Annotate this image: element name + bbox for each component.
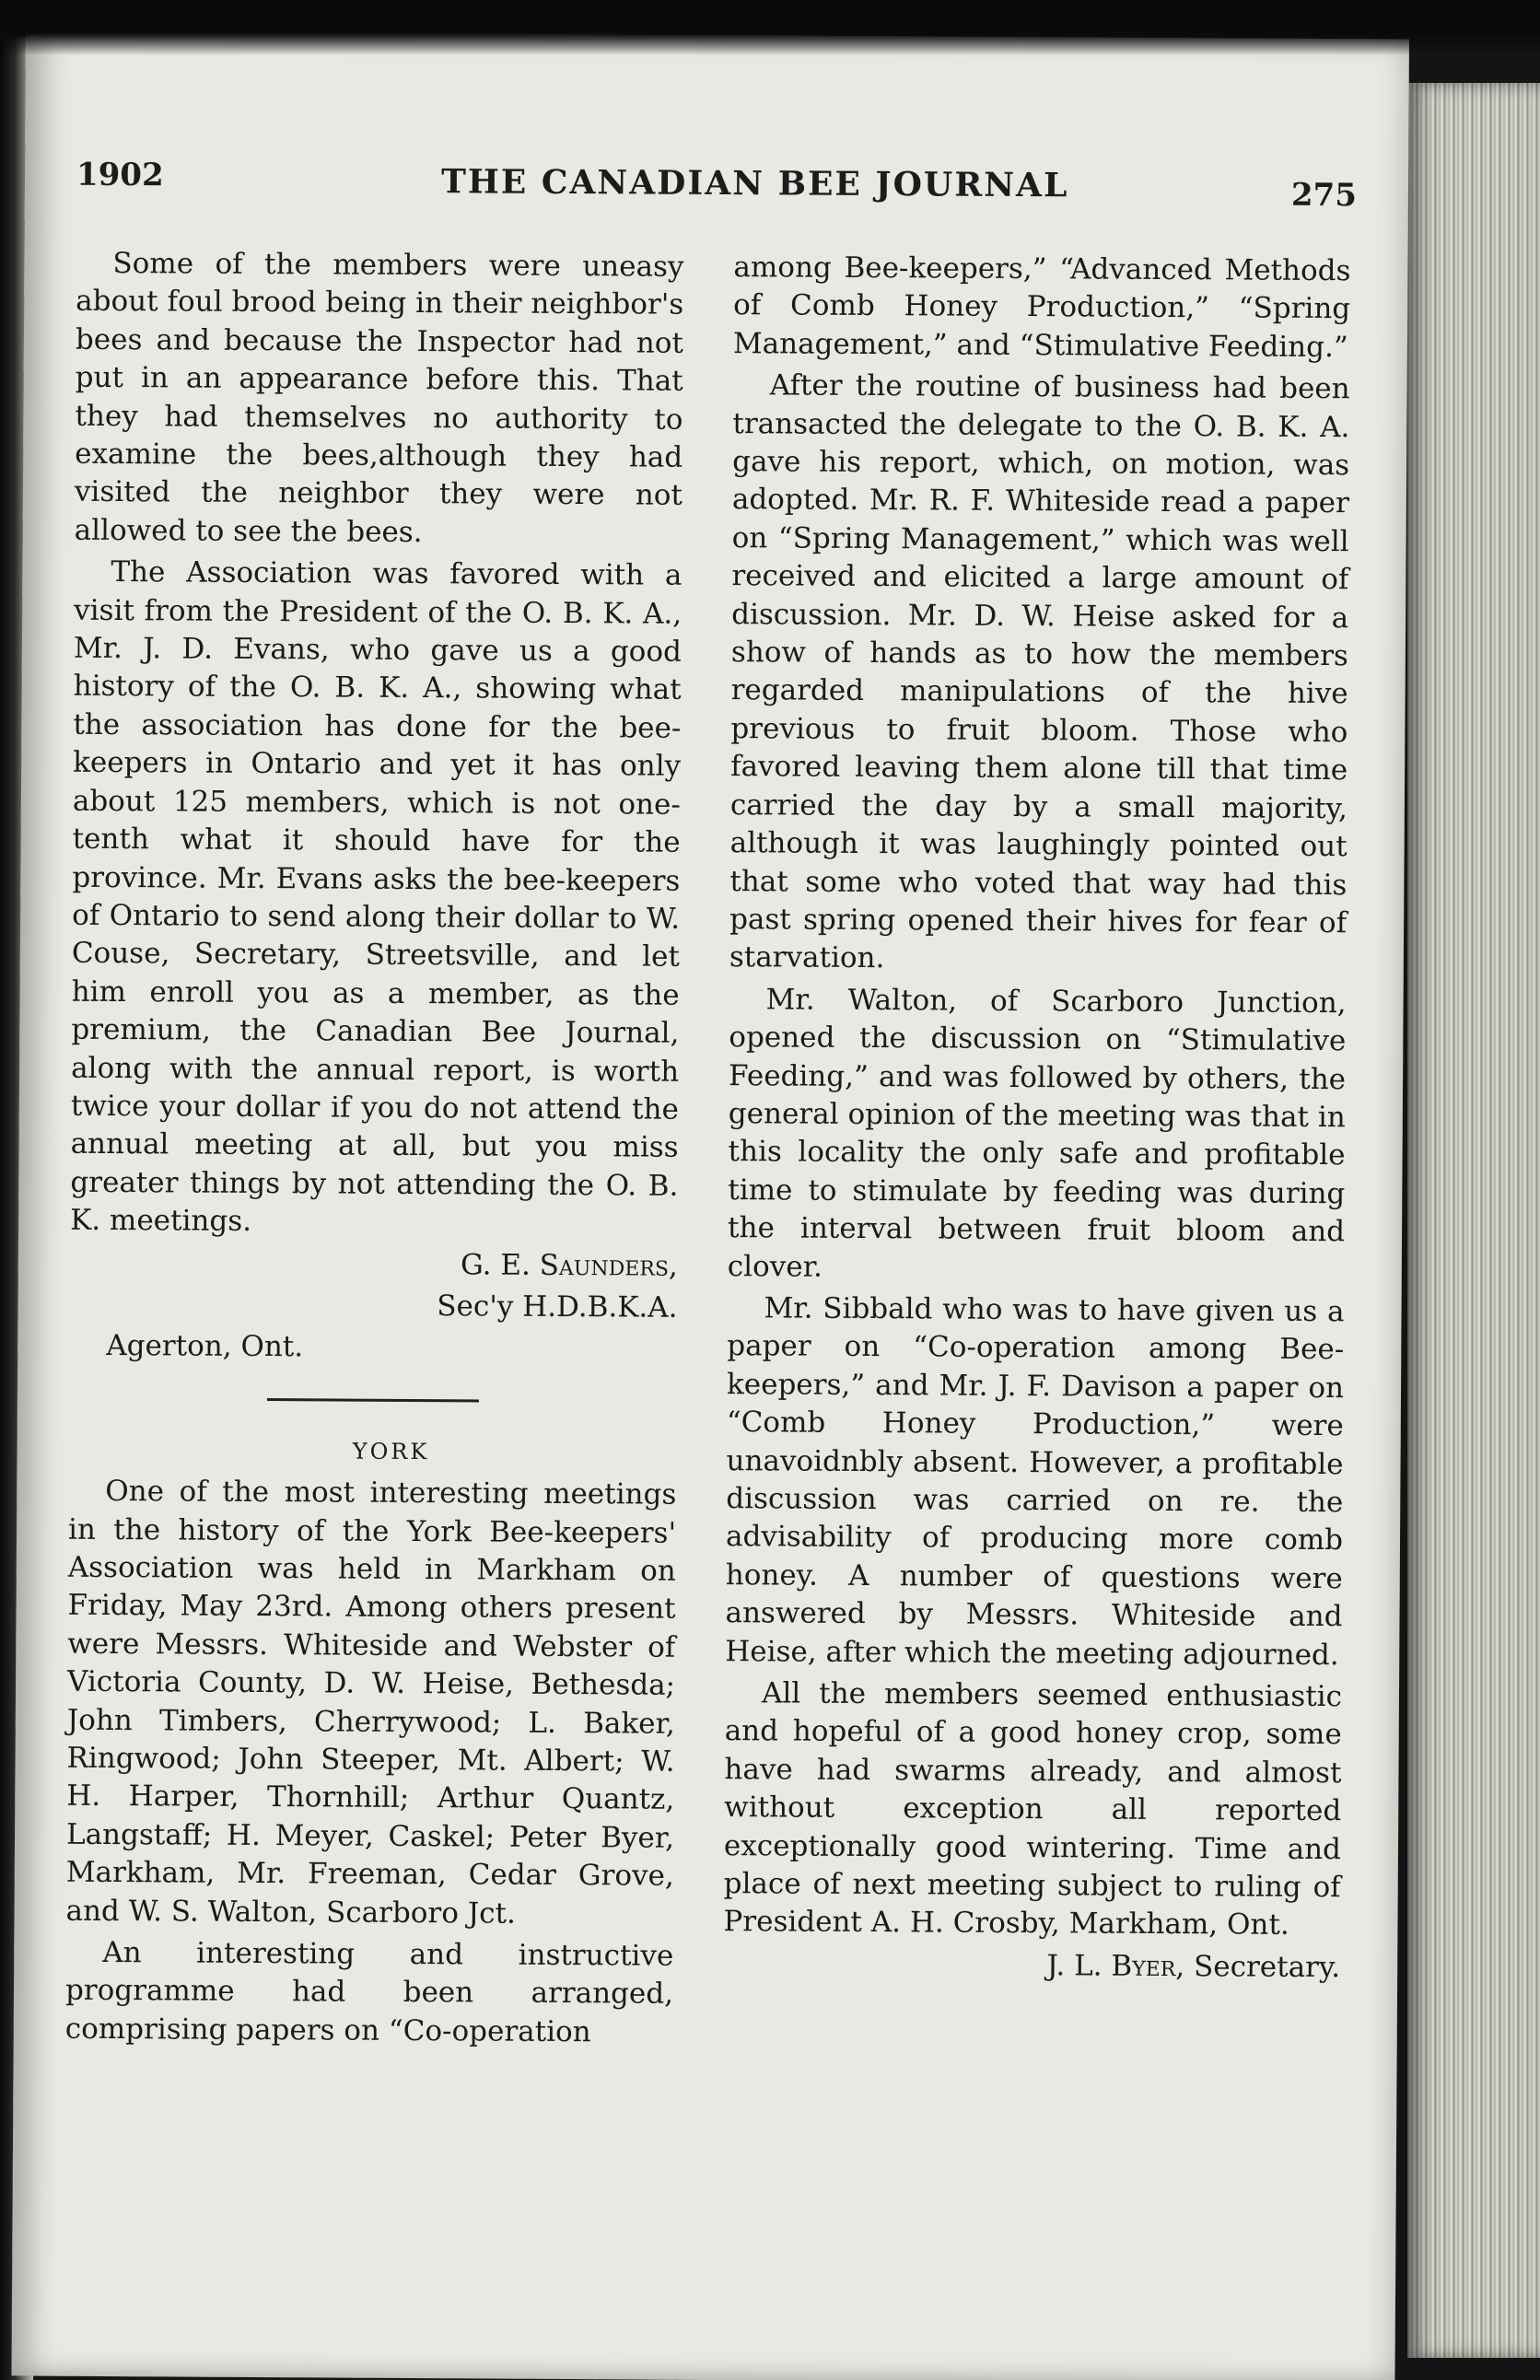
book-page-edges — [1407, 83, 1540, 2358]
paragraph-stimulative-feeding: Mr. Walton, of Scarboro Junction, opened the discussion on “Stimulative Feeding,” and was followed by others, the general opinion of the meeting was that in this locality the only safe and profitable time to stimulate by feeding was during the interval between fruit bloom and clover. — [727, 983, 1347, 1284]
paragraph-programme: An interesting and instructive programme had been arranged, comprising papers on “Co-operation — [64, 1936, 674, 2049]
paragraph-association-visit: The Association was favored with a visit from the President of the O. B. K. A., Mr. J. D. Evans, who gave us a good history of the O. B. K. A., showing what the association has done for the bee-keepers in Ontario and yet it has only about 125 members, which is not one-tenth what it should have for the province. Mr. Evans asks the bee-keepers of Ontario to send along their dollar to W. Couse, Secretary, Streetsville, and let him enroll you as a member, as the premium, the Canadian Bee Journal, along with the annual report, is worth twice your dollar if you do not attend the annual meeting at all, but you miss greater things by not attending the O. B. K. meetings. — [70, 555, 682, 1239]
paragraph-routine-business: After the routine of business had been transacted the delegate to the O. B. K. A. gave his report, which, on motion, was adopted. Mr. R. F. Whiteside read a paper on “Spring Management,” which was well received and elicited a large amount of discussion. Mr. D. W. Heise asked for a show of hands as to how the members regarded manipulations of the hive previous to fruit bloom. Those who favored leaving them alone till that time carried the day by a small majority, although it was laughingly pointed out that some who voted that way had this past spring opened their hives for fear of starvation. — [729, 368, 1350, 975]
left-column — [65, 245, 684, 2052]
secretary-name: J. L. Byer, — [1046, 1949, 1185, 1984]
journal-title: THE CANADIAN BEE JOURNAL — [440, 162, 1069, 205]
paragraph-york-meeting: One of the most interesting meetings in the history of the York Bee-keepers' Association was held in Markham on Friday, May 23rd. Among others present were Messrs. Whiteside and Webster of Victoria County, D. W. Heise, Bethesda; John Timbers, Cherrywood; L. Baker, Ringwood; John Steeper, Mt. Albert; W. H. Harper, Thornhill; Arthur Quantz, Langstaff; H. Meyer, Caskel; Peter Byer, Markham, Mr. Freeman, Cedar Grove, and W. S. Walton, Scarboro Jct. — [65, 1475, 677, 1931]
paragraph-foul-brood: Some of the members were uneasy about foul brood being in their neighbor's bees and because the Inspector had not put in an appearance before this. That they had themselves no authority to examine the bees,although they had visited the neighbor they were not allowed to see the bees. — [74, 246, 684, 549]
top-dark-margin — [0, 0, 1540, 55]
section-heading-york: YORK — [352, 1438, 430, 1464]
secretary-title: Secretary. — [1193, 1950, 1341, 1985]
right-column — [723, 249, 1350, 1987]
running-header — [76, 149, 1357, 221]
signature-name: G. E. Saunders, — [460, 1247, 678, 1283]
signature-place: Agerton, Ont. — [106, 1329, 304, 1364]
header-year: 1902 — [76, 156, 164, 194]
paragraph-honey-crop: All the members seemed enthusiastic and hopeful of a good honey crop, some have had swarms already, and almost without exception all reported exceptionally good wintering. Time and place of next meeting subject to ruling of President A. H. Crosby, Markham, Ont. — [723, 1676, 1343, 1942]
page-number: 275 — [1290, 176, 1358, 215]
paragraph-absent-speakers: Mr. Sibbald who was to have given us a paper on “Co-operation among Bee-keepers,” and Mr. J. F. Davison a paper on “Comb Honey Production,” were unavoidnbly absent. However, a profitable discussion was carried on re. the advisability of producing more comb honey. A number of questions were answered by Messrs. Whiteside and Heise, after which the meeting adjourned. — [725, 1291, 1345, 1672]
signature-title: Sec'y H.D.B.K.A. — [437, 1289, 678, 1324]
paragraph-papers-continued: among Bee-keepers,” “Advanced Methods of Comb Honey Production,” “Spring Management,” and “Stimulative Feeding.” — [732, 251, 1351, 365]
section-divider — [267, 1398, 479, 1402]
journal-page — [11, 30, 1409, 2380]
secretary-signature — [723, 1945, 1340, 1987]
